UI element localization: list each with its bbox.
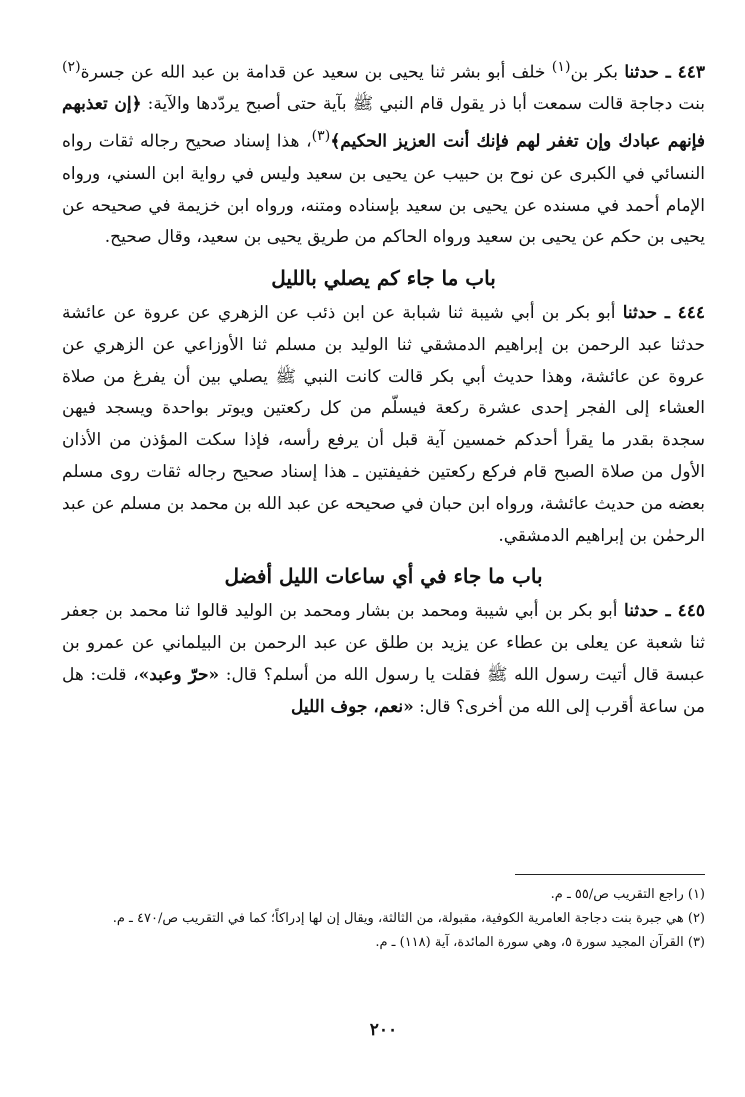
footnote-number: (١) bbox=[687, 887, 705, 902]
chapter-heading: باب ما جاء في أي ساعات الليل أفضل bbox=[224, 564, 543, 589]
hadith-separator: ـ bbox=[658, 601, 678, 622]
hadith-number: ٤٤٣ bbox=[677, 62, 705, 83]
hadith-separator: ـ bbox=[657, 303, 678, 324]
page-body bbox=[62, 52, 705, 1097]
hadith-tag: حدثنا bbox=[624, 62, 659, 83]
footnote-ref[interactable]: (٣) bbox=[311, 128, 331, 145]
hadith-tag: حدثنا bbox=[622, 303, 658, 324]
hadith-text: أبو بكر بن أبي شيبة ثنا شبابة عن ابن ذئب عن الزهري عن عروة عن عائشة حدثنا عبد الرحمن بن إبراهيم الدمشقي ثنا الوليد بن مسلم ثنا الأوزاعي عن الزهري عن عروة عن عائشة، وهذا حديث أبي بكر قالت كانت النبي ﷺ يصلي بين أن يفرغ من صلاة العشاء إلى الفجر إحدى عشرة ركعة فيسلّم من كل ركعتين ويوتر بواحدة ويسجد فيهن سجدة بقدر ما يقرأ أحدكم خمسين آية قبل أن يرفع رأسه، فإذا سكت المؤذن من الأذان الأول من صلاة الصبح قام فركع ركعتين خفيفتين ـ هذا إسناد صحيح رجاله ثقات روى مسلم بعضه من حديث عائشة، ورواه ابن حبان في صحيحه عن عبد الله بن محمد بن مسلم عن عبد الرحمٰن بن إبراهيم الدمشقي. bbox=[62, 303, 705, 546]
footnote bbox=[62, 907, 705, 931]
hadith-separator: ـ bbox=[658, 62, 678, 83]
hadith-text: خلف أبو بشر ثنا يحيى بن سعيد عن قدامة بن عبد الله عن جسرة bbox=[80, 62, 552, 83]
hadith-tag: حدثنا bbox=[624, 601, 659, 622]
hadith-text: بنت دجاجة قالت سمعت أبا ذر يقول قام النبي ﷺ بآية حتى أصبح يردّدها والآية: bbox=[141, 94, 705, 115]
footnote bbox=[62, 883, 705, 907]
footnote-number: (٣) bbox=[687, 935, 705, 950]
footnotes bbox=[62, 874, 705, 955]
hadith-443 bbox=[62, 52, 705, 254]
hadith-text: بكر بن bbox=[570, 62, 625, 83]
hadith-445 bbox=[62, 596, 705, 723]
prophet-quote: «نعم، جوف الليل bbox=[291, 696, 414, 717]
footnote-text: هي جبرة بنت دجاجة العامرية الكوفية، مقبولة، من الثالثة، ويقال إن لها إدراكاً؛ كما في التقريب ص/٤٧٠ ـ م. bbox=[112, 911, 688, 926]
hadith-444 bbox=[62, 298, 705, 552]
footnote-ref[interactable]: (١) bbox=[551, 59, 571, 75]
footnote bbox=[62, 931, 705, 955]
footnote-text: القرآن المجيد سورة ٥، وهي سورة المائدة، آية (١١٨) ـ م. bbox=[375, 935, 688, 950]
footnote-ref[interactable]: (٢) bbox=[62, 59, 81, 75]
footnote-text: راجع التقريب ص/٥٥ ـ م. bbox=[550, 887, 688, 902]
prophet-quote: «حرّ وعبد» bbox=[138, 665, 220, 686]
hadith-text: أبو بكر بن أبي شيبة ومحمد بن بشار ومحمد بن الوليد قالوا ثنا محمد بن جعفر ثنا شعبة عن يعلى بن عطاء عن يزيد بن طلق عن عبد الرحمن بن البيلماني عن عمرو بن عبسة قال أتيت رسول الله ﷺ فقلت يا رسول الله من أسلم؟ قال: bbox=[62, 601, 706, 686]
hadith-number: ٤٤٥ bbox=[677, 601, 705, 622]
hadith-number: ٤٤٤ bbox=[677, 303, 705, 324]
footnote-number: (٢) bbox=[687, 911, 705, 926]
chapter-heading: باب ما جاء كم يصلي بالليل bbox=[271, 266, 496, 291]
footnote-divider bbox=[515, 874, 705, 875]
hadith-text: ، قلت: هل من ساعة أقرب إلى الله من أخرى؟ قال: bbox=[62, 665, 705, 717]
hadith-text: ، هذا إسناد صحيح رجاله ثقات رواه النسائي في الكبرى عن نوح بن حبيب عن يحيى بن سعيد وليس في رواية ابن السني، ورواه الإمام أحمد في مسنده عن يحيى بن سعيد بإسناده ومتنه، ورواه ابن خزيمة في صحيحه عن يحيى بن حكم عن يحيى بن سعيد ورواه الحاكم من طريق يحيى بن سعيد، وقال صحيح. bbox=[62, 131, 705, 248]
page-number: ٢٠٠ bbox=[369, 1020, 398, 1040]
quran-verse: ﴿إن تعذبهم فإنهم عبادك وإن تغفر لهم فإنك أنت العزيز الحكيم﴾ bbox=[62, 94, 705, 152]
